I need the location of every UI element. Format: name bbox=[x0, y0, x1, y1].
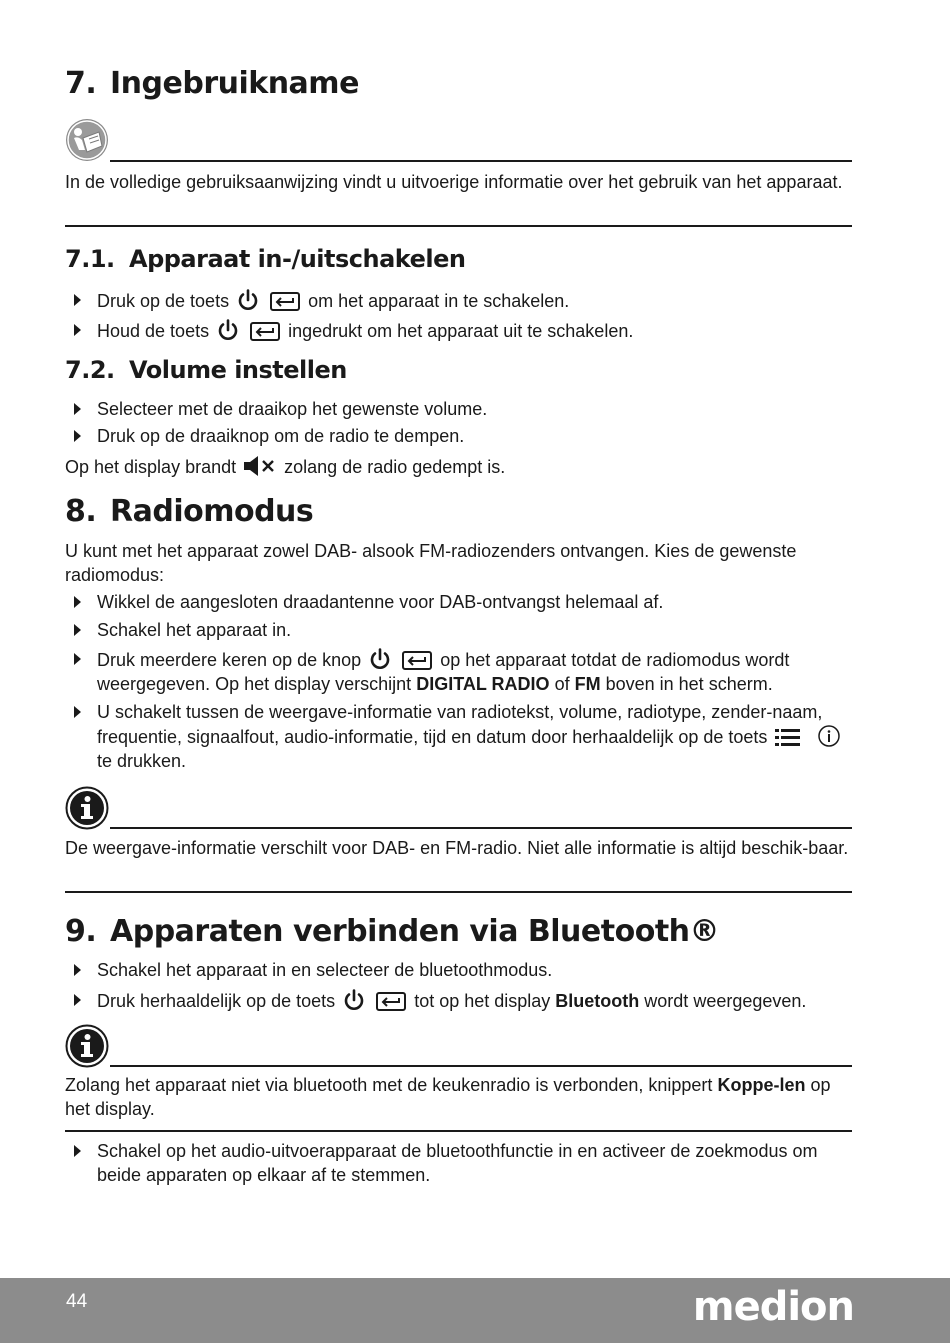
mute-speaker-icon bbox=[243, 454, 277, 478]
note-rule-top bbox=[110, 160, 852, 162]
bullet-arrow-icon bbox=[74, 624, 81, 636]
note-rule-top bbox=[110, 827, 852, 829]
list-item: Druk meerdere keren op de knop op het apparaat totdat de radiomodus wordt weergegeven. Op het display verschijnt DIGITAL RADIO of FM boven in het scherm. bbox=[65, 647, 852, 696]
heading-bluetooth: 9. Apparaten verbinden via Bluetooth® bbox=[65, 914, 720, 949]
list-item: Houd de toets ingedrukt om het apparaat uit te schakelen. bbox=[65, 318, 852, 343]
manual-book-icon bbox=[65, 118, 109, 162]
list-item: Schakel het apparaat in en selecteer de bluetoothmodus. bbox=[65, 958, 852, 982]
bullet-arrow-icon bbox=[74, 964, 81, 976]
bullet-arrow-icon bbox=[74, 1145, 81, 1157]
list-item: Wikkel de aangesloten draadantenne voor DAB-ontvangst helemaal af. bbox=[65, 590, 852, 614]
heading-radiomodus: 8. Radiomodus bbox=[65, 494, 314, 529]
bullet-arrow-icon bbox=[74, 596, 81, 608]
power-icon bbox=[342, 988, 366, 1012]
menu-list-icon bbox=[774, 726, 802, 748]
list-item: Selecteer met de draaikop het gewenste volume. bbox=[65, 397, 852, 421]
source-input-icon bbox=[249, 320, 281, 342]
power-icon bbox=[236, 288, 260, 312]
info-note-icon bbox=[65, 1024, 109, 1068]
info-note-icon bbox=[65, 786, 109, 830]
note-rule-bottom bbox=[65, 891, 852, 893]
power-icon bbox=[368, 647, 392, 671]
note-rule-bottom bbox=[65, 225, 852, 227]
bullet-arrow-icon bbox=[74, 403, 81, 415]
info-icon bbox=[817, 724, 841, 748]
mute-paragraph: Op het display brandt zolang de radio gedempt is. bbox=[65, 454, 852, 479]
page-number: 44 bbox=[66, 1291, 88, 1312]
bullet-arrow-icon bbox=[74, 653, 81, 665]
note-koppelen: Zolang het apparaat niet via bluetooth met de keukenradio is verbonden, knippert Koppe-len op het display. bbox=[65, 1075, 831, 1119]
bullet-arrow-icon bbox=[74, 324, 81, 336]
list-item: Druk op de toets om het apparaat in te schakelen. bbox=[65, 288, 852, 313]
page-footer bbox=[0, 1278, 950, 1343]
note-ingebruikname: In de volledige gebruiksaanwijzing vindt u uitvoerige informatie over het gebruik van het apparaat. bbox=[65, 172, 843, 192]
bullet-arrow-icon bbox=[74, 294, 81, 306]
bullet-arrow-icon bbox=[74, 994, 81, 1006]
heading-apparaat-schakelen: 7.1. Apparaat in-/uitschakelen bbox=[65, 245, 466, 273]
heading-volume-instellen: 7.2. Volume instellen bbox=[65, 356, 347, 384]
heading-ingebruikname: 7. Ingebruikname bbox=[65, 66, 359, 101]
note-rule-top bbox=[110, 1065, 852, 1067]
list-item: Schakel het apparaat in. bbox=[65, 618, 852, 642]
radiomodus-intro: U kunt met het apparaat zowel DAB- alsook FM-radiozenders ontvangen. Kies de gewenste radiomodus: bbox=[65, 541, 797, 585]
power-icon bbox=[216, 318, 240, 342]
note-rule-bottom bbox=[65, 1130, 852, 1132]
source-input-icon bbox=[375, 990, 407, 1012]
bullet-arrow-icon bbox=[74, 430, 81, 442]
note-weergave: De weergave-informatie verschilt voor DAB- en FM-radio. Niet alle informatie is altijd beschik-baar. bbox=[65, 838, 849, 858]
bullet-arrow-icon bbox=[74, 706, 81, 718]
medion-logo: medion bbox=[692, 1284, 854, 1330]
list-item: Schakel op het audio-uitvoerapparaat de bluetoothfunctie in en activeer de zoekmodus om beide apparaten op elkaar af te stemmen. bbox=[65, 1139, 852, 1187]
source-input-icon bbox=[269, 290, 301, 312]
list-item: U schakelt tussen de weergave-informatie van radiotekst, volume, radiotype, zender-naam, frequentie, signaalfout, audio-informatie, tijd en datum door herhaaldelijk op de toets te drukken. bbox=[65, 700, 852, 773]
list-item: Druk op de draaiknop om de radio te dempen. bbox=[65, 424, 852, 448]
list-item: Druk herhaaldelijk op de toets tot op het display Bluetooth wordt weergegeven. bbox=[65, 988, 852, 1013]
source-input-icon bbox=[401, 649, 433, 671]
